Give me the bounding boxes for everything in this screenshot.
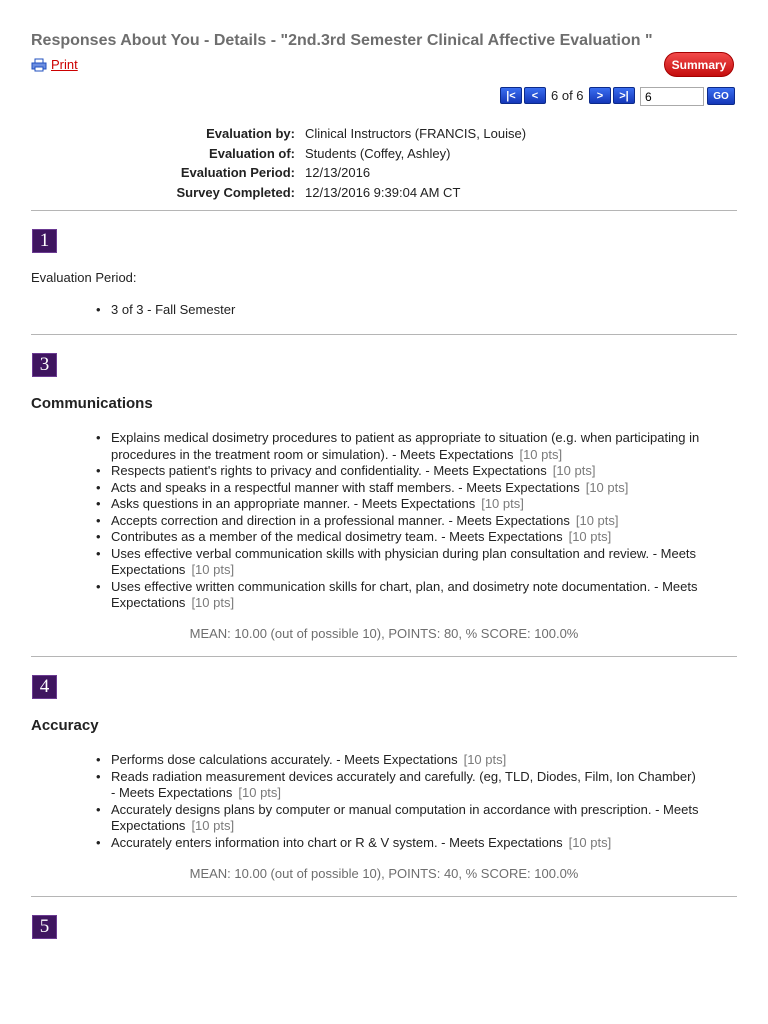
item-text: Uses effective written communication skills for chart, plan, and dosimetry note documentation. - Meets Expectations — [111, 578, 698, 610]
info-label: Survey Completed: — [176, 184, 295, 200]
list-item — [111, 463, 701, 480]
item-points: [10 pts] — [575, 512, 619, 528]
info-row — [0, 124, 768, 144]
item-points: [10 pts] — [238, 785, 282, 800]
info-label: Evaluation Period: — [180, 165, 295, 181]
prev-page-button[interactable]: < — [524, 87, 546, 104]
info-row — [0, 144, 768, 164]
item-points: [10 pts] — [191, 818, 235, 833]
item-points: [10 pts] — [568, 529, 612, 544]
section-heading: Accuracy — [31, 717, 99, 734]
info-value: 12/13/2016 9:39:04 AM CT — [305, 184, 461, 200]
page-count: 6 of 6 — [551, 88, 584, 103]
summary-button[interactable]: Summary — [664, 52, 734, 77]
item-text: Accepts correction and direction in a professional manner. - Meets Expectations — [111, 512, 570, 528]
item-text: Contributes as a member of the medical dosimetry team. - Meets Expectations — [111, 529, 563, 544]
list-item — [111, 529, 701, 546]
last-page-button[interactable]: >| — [613, 87, 635, 104]
section-score-summary: MEAN: 10.00 (out of possible 10), POINTS: 80, % SCORE: 100.0% — [189, 626, 579, 641]
list-item — [111, 802, 701, 835]
printer-icon — [31, 58, 47, 72]
list-item — [111, 752, 701, 769]
page-title: Responses About You - Details - "2nd.3rd Semester Clinical Affective Evaluation " — [31, 32, 653, 49]
divider — [31, 334, 737, 335]
item-text: Performs dose calculations accurately. - Meets Expectations — [111, 752, 458, 767]
info-value: Students (Coffey, Ashley) — [305, 145, 451, 161]
section-number-badge: 1 — [32, 229, 57, 253]
info-value: 12/13/2016 — [305, 165, 371, 181]
item-text: Accurately designs plans by computer or manual computation in accordance with prescription. - Meets Expectations — [111, 801, 699, 833]
divider — [31, 896, 737, 897]
section-label: Evaluation Period: — [31, 270, 137, 285]
info-value: Clinical Instructors (FRANCIS, Louise) — [305, 126, 527, 142]
section-heading: Communications — [31, 395, 153, 412]
item-text: Uses effective verbal communication skills with physician during plan consultation and review. - Meets Expectations — [111, 545, 697, 577]
item-text: Explains medical dosimetry procedures to patient as appropriate to situation (e.g. when participating in procedures in the treatment room or simulation). - Meets Expectations — [111, 430, 700, 462]
info-label: Evaluation by: — [206, 126, 295, 142]
list-item — [111, 302, 701, 319]
page-number-input[interactable] — [640, 87, 704, 106]
item-points: [10 pts] — [191, 595, 235, 610]
list-item — [111, 513, 701, 530]
list-item — [111, 579, 701, 612]
list-item — [111, 496, 701, 513]
item-points: [10 pts] — [519, 446, 563, 462]
item-text: Respects patient's rights to privacy and confidentiality. - Meets Expectations — [111, 463, 547, 478]
item-text: Accurately enters information into chart or R & V system. - Meets Expectations — [111, 834, 563, 850]
item-points: [10 pts] — [552, 463, 596, 478]
info-row — [0, 163, 768, 183]
list-item — [111, 480, 701, 497]
response-list — [111, 302, 701, 319]
list-item — [111, 430, 701, 463]
go-button[interactable]: GO — [707, 87, 735, 105]
response-list — [111, 752, 701, 851]
item-text: Reads radiation measurement devices accurately and carefully. (eg, TLD, Diodes, Film, Ion Chamber) - Meets Expectations — [111, 768, 696, 800]
info-label: Evaluation of: — [209, 145, 295, 161]
item-points: [10 pts] — [463, 752, 507, 767]
item-points: [10 pts] — [568, 834, 612, 850]
section-number-badge: 5 — [32, 915, 57, 939]
first-page-button[interactable]: |< — [500, 87, 522, 104]
section-number-badge: 3 — [32, 353, 57, 377]
next-page-button[interactable]: > — [589, 87, 611, 104]
item-points: [10 pts] — [585, 479, 629, 495]
item-text: Acts and speaks in a respectful manner with staff members. - Meets Expectations — [111, 479, 580, 495]
section-number-badge: 4 — [32, 675, 57, 699]
section-score-summary: MEAN: 10.00 (out of possible 10), POINTS: 40, % SCORE: 100.0% — [189, 866, 579, 881]
divider — [31, 656, 737, 657]
item-points: [10 pts] — [191, 562, 235, 577]
item-text: Asks questions in an appropriate manner. - Meets Expectations — [111, 496, 476, 511]
print-link[interactable] — [31, 57, 78, 72]
list-item — [111, 546, 701, 579]
list-item — [111, 769, 701, 802]
item-points: [10 pts] — [481, 496, 524, 511]
info-row — [0, 183, 768, 203]
list-item — [111, 835, 701, 852]
divider — [31, 210, 737, 211]
evaluation-info — [0, 124, 768, 202]
item-text: 3 of 3 - Fall Semester — [111, 302, 236, 317]
print-label[interactable]: Print — [51, 57, 78, 72]
response-list — [111, 430, 701, 612]
